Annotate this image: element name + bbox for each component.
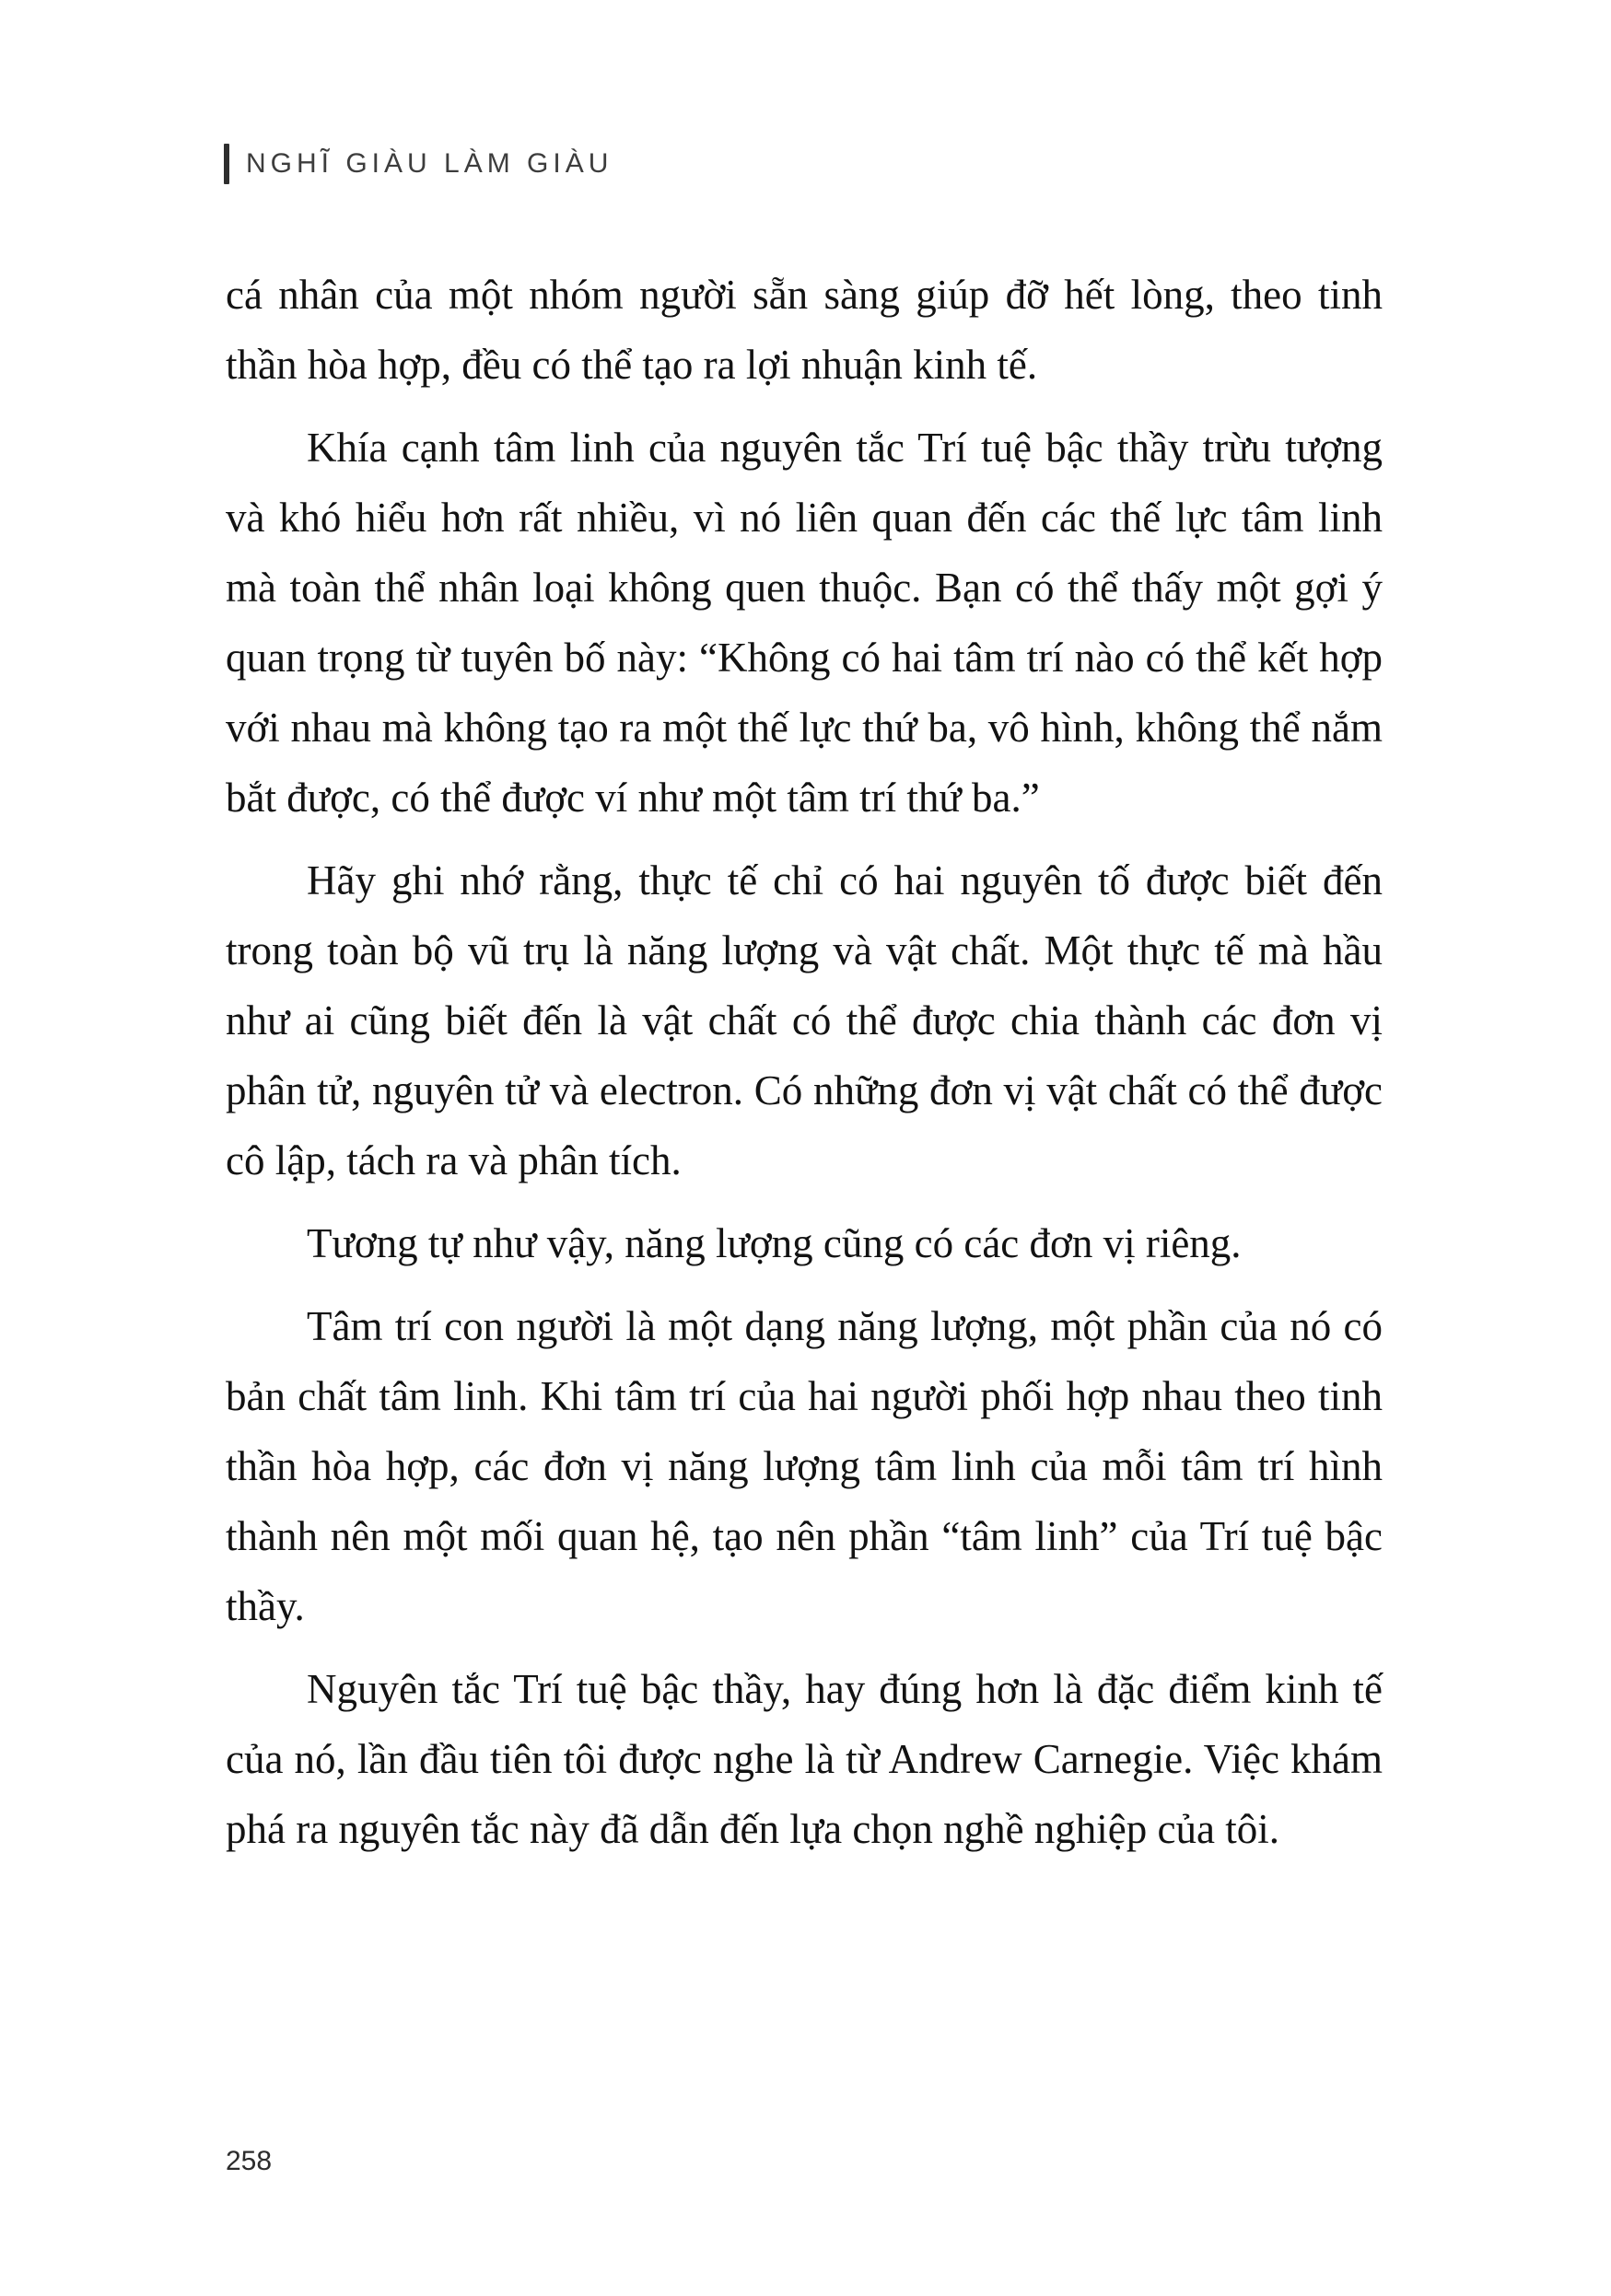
paragraph: Tâm trí con người là một dạng năng lượng, một phần của nó có bản chất tâm linh. Khi tâm trí của hai người phối hợp nhau theo tinh thần hòa hợp, các đơn vị năng lượng tâm linh của mỗi tâm trí hình thành nên một mối quan hệ, tạo nên phần “tâm linh” của Trí tuệ bậc thầy.: [226, 1303, 1383, 1629]
book-title: NGHĨ GIÀU LÀM GIÀU: [246, 148, 613, 179]
paragraph: cá nhân của một nhóm người sẵn sàng giúp đỡ hết lòng, theo tinh thần hòa hợp, đều có thể tạo ra lợi nhuận kinh tế.: [226, 272, 1383, 388]
body-text: [226, 260, 1383, 1877]
paragraph: Hãy ghi nhớ rằng, thực tế chỉ có hai nguyên tố được biết đến trong toàn bộ vũ trụ là năng lượng và vật chất. Một thực tế mà hầu như ai cũng biết đến là vật chất có thể được chia thành các đơn vị phân tử, nguyên tử và electron. Có những đơn vị vật chất có thể được cô lập, tách ra và phân tích.: [226, 857, 1383, 1183]
paragraph: Khía cạnh tâm linh của nguyên tắc Trí tuệ bậc thầy trừu tượng và khó hiểu hơn rất nhiều, vì nó liên quan đến các thế lực tâm linh mà toàn thể nhân loại không quen thuộc. Bạn có thể thấy một gợi ý quan trọng từ tuyên bố này: “Không có hai tâm trí nào có thể kết hợp với nhau mà không tạo ra một thế lực thứ ba, vô hình, không thể nắm bắt được, có thể được ví như một tâm trí thứ ba.”: [226, 425, 1383, 821]
paragraph: Tương tự như vậy, năng lượng cũng có các đơn vị riêng.: [307, 1220, 1242, 1266]
page-header: [224, 144, 613, 184]
paragraph: Nguyên tắc Trí tuệ bậc thầy, hay đúng hơn là đặc điểm kinh tế của nó, lần đầu tiên tôi được nghe là từ Andrew Carnegie. Việc khám phá ra nguyên tắc này đã dẫn đến lựa chọn nghề nghiệp của tôi.: [226, 1666, 1383, 1852]
header-rule-icon: [224, 144, 229, 184]
page-number: 258: [226, 2146, 273, 2176]
